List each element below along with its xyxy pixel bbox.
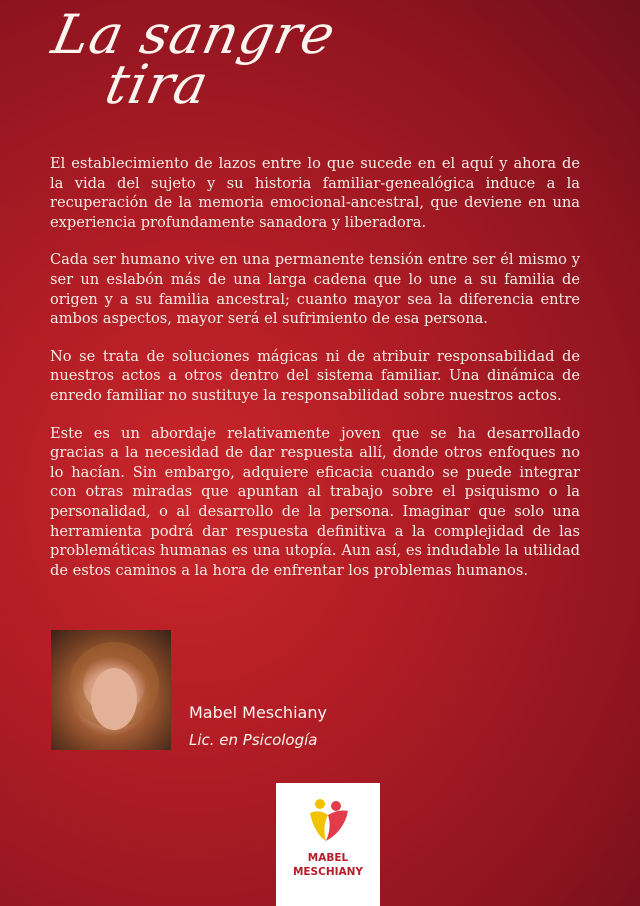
book-title (37, 3, 359, 116)
author-name: Mabel Meschiany (189, 703, 327, 722)
paragraph: El establecimiento de lazos entre lo que sucede en el aquí y ahora de la vida del sujeto y su historia familiar-genealógica induce a la recuperación de la memoria emocional-ancestral, que deviene en una experiencia profundamente sanadora y liberadora. (50, 155, 580, 231)
paragraph: No se trata de soluciones mágicas ni de atribuir responsabilidad de nuestros actos a otros dentro del sistema familiar. Una dinámica de enredo familiar no sustituye la responsabilidad sobre nuestros actos. (50, 347, 580, 404)
paragraph: Este es un abordaje relativamente joven que se ha desarrollado gracias a la necesidad de dar respuesta allí, donde otros enfoques no lo hacían. Sin embargo, adquiere eficacia cuando se puede integrar con otras miradas que apuntan al trabajo sobre el psiquismo o la personalidad, o al desarrollo de la persona. Imaginar que solo una herramienta podrá dar respuesta definitiva a la complejidad de las problemáticas humanas es una utopía. Aun así, es indudable la utilidad de estos caminos a la hora de enfrentar los problemas humanos. (50, 424, 580, 579)
title-line-2: tira (100, 53, 215, 116)
logo-figures-icon (306, 797, 350, 847)
publisher-logo (276, 783, 380, 906)
author-photo (51, 630, 171, 750)
paragraph: Cada ser humano vive en una permanente tensión entre ser él mismo y ser un eslabón más de una larga cadena que lo une a su familia de origen y a su familia ancestral; cuanto mayor sea la diferencia entre ambos aspectos, mayor será el sufrimiento de esa persona. (50, 251, 580, 328)
author-face (91, 668, 137, 730)
logo-line-2: MESCHIANY (292, 866, 364, 878)
logo-line-1: MABEL (307, 852, 349, 864)
back-cover-text (50, 154, 580, 598)
author-title: Lic. en Psicología (189, 731, 318, 749)
title-line-1: La sangre (46, 3, 342, 66)
logo-text (276, 851, 380, 879)
